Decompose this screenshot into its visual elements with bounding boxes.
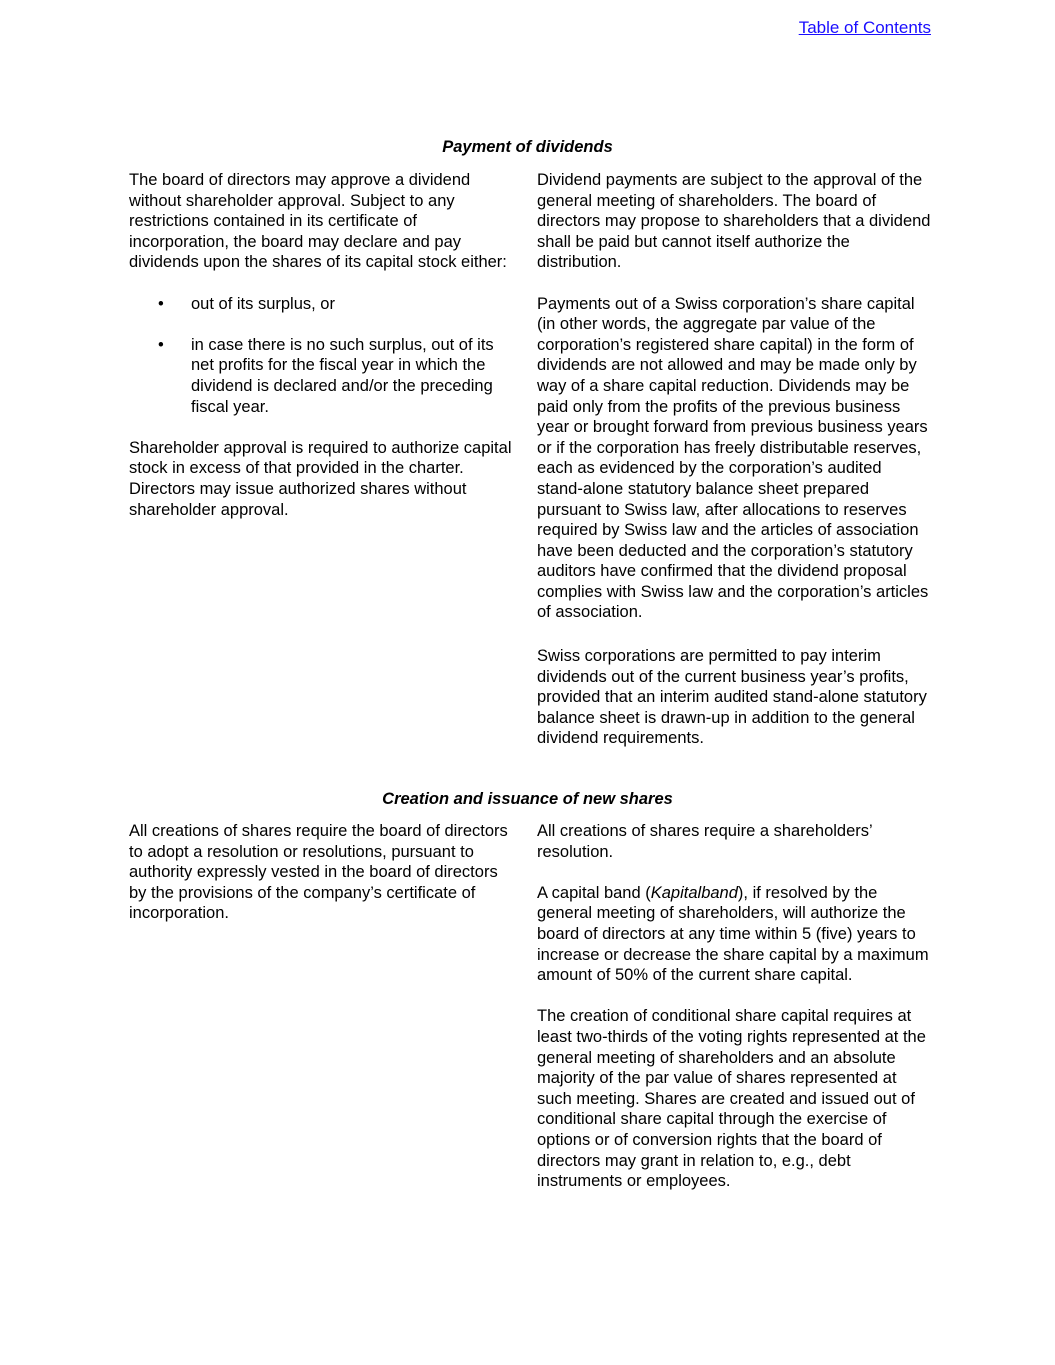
bullet-text: in case there is no such surplus, out of its net profits for the fiscal year in which the dividend is declared and/or the preceding fiscal year.: [191, 335, 494, 416]
list-item: [129, 294, 519, 315]
section-heading-payment-of-dividends: Payment of dividends: [442, 138, 613, 156]
dividends-bullet-list: [129, 294, 519, 418]
dividends-right-paragraph-1: Dividend payments are subject to the approval of the general meeting of shareholders. The board of directors may propose to shareholders that a dividend shall be paid but cannot itself authorize the distribution.: [537, 171, 931, 272]
dividends-left-intro-paragraph: The board of directors may approve a dividend without shareholder approval. Subject to any restrictions contained in its certificate of incorporation, the board may declare and pay dividends upon the shares of its capital stock either:: [129, 171, 507, 272]
creation-left-paragraph: All creations of shares require the board of directors to adopt a resolution or resolutions, pursuant to authority expressly vested in the board of directors by the provisions of the company’s certificate of incorporation.: [129, 822, 508, 923]
dividends-right-paragraph-3: Swiss corporations are permitted to pay interim dividends out of the current business year’s profits, provided that an interim audited stand-alone statutory balance sheet is drawn-up in addition to the general dividend requirements.: [537, 647, 927, 748]
payment-of-dividends-left-column: [129, 170, 519, 520]
payment-of-dividends-right-column: [537, 170, 932, 749]
dividends-right-paragraph-2: Payments out of a Swiss corporation’s share capital (in other words, the aggregate par value of the corporation’s registered share capital) in the form of dividends are not allowed and may be made only by way of a share capital reduction. Dividends may be paid only from the profits of the previous business year or brought forward from previous business years or if the corporation has freely distributable reserves, each as evidenced by the corporation’s audited stand-alone statutory balance sheet prepared pursuant to Swiss law, after allocations to reserves required by Swiss law and the articles of association have been deducted and the corporation’s statutory auditors have confirmed that the dividend proposal complies with Swiss law and the corporation’s articles of association.: [537, 294, 929, 622]
bullet-text: out of its surplus, or: [191, 294, 335, 313]
creation-right-paragraph-1: All creations of shares require a shareholders’ resolution.: [537, 822, 873, 861]
bullet-icon: •: [158, 335, 164, 354]
capital-band-text-before: A capital band (: [537, 883, 651, 902]
creation-of-shares-right-column: [537, 821, 932, 1192]
creation-right-paragraph-3: The creation of conditional share capital requires at least two-thirds of the voting rights represented at the general meeting of shareholders and an absolute majority of the par value of shares represented at such meeting. Shares are created and issued out of conditional share capital through the exercise of options or of conversion rights that the board of directors may grant in relation to, e.g., debt instruments or employees.: [537, 1007, 926, 1191]
kapitalband-term: Kapitalband: [650, 883, 738, 902]
section-heading-creation-and-issuance: Creation and issuance of new shares: [382, 790, 673, 808]
bullet-icon: •: [158, 294, 164, 313]
list-item: [129, 335, 519, 417]
creation-right-paragraph-2: [537, 883, 932, 986]
dividends-left-closing-paragraph: Shareholder approval is required to authorize capital stock in excess of that provided in the charter. Directors may issue authorized shares without shareholder approval.: [129, 438, 512, 519]
capital-band-text-after: ), if resolved by the general meeting of shareholders, will authorize the board of directors at any time within 5 (five) years to increase or decrease the share capital by a maximum amount of 50% of the current share capital.: [537, 883, 929, 985]
creation-of-shares-left-column: [129, 821, 519, 924]
table-of-contents-link[interactable]: Table of Contents: [798, 18, 931, 37]
